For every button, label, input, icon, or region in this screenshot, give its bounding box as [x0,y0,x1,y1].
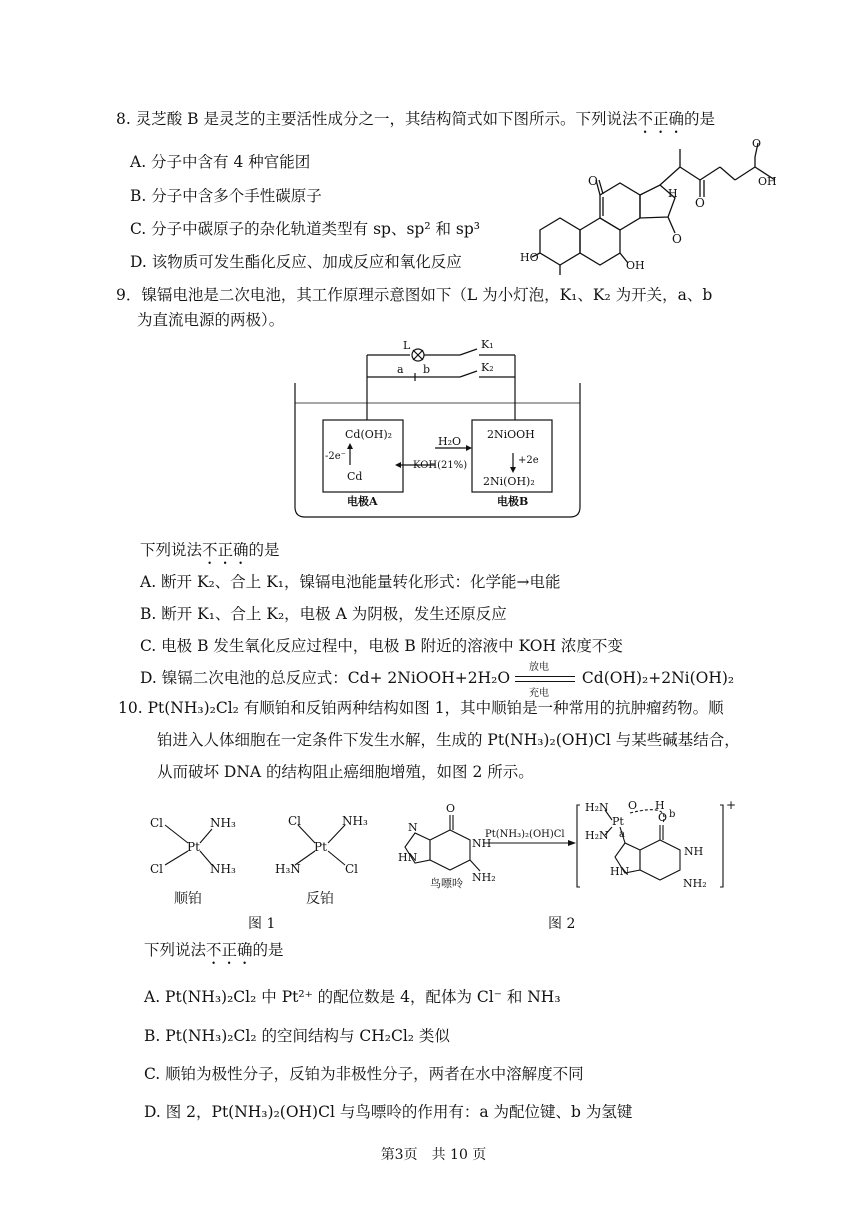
q9-battery-diagram [285,335,590,525]
svg-text:O: O [695,196,705,210]
q8-option-d: D. 该物质可发生酯化反应、加成反应和氧化反应 [130,253,462,271]
q10-trans-pt: Pt [314,840,327,854]
q10-cis-cl-bot: Cl [150,862,164,876]
q9-koh: KOH(21%) [413,460,468,471]
svg-text:O: O [588,174,598,188]
q10-prompt-emphasis: 不正确 [206,941,253,959]
q10-stem-line3: 从而破坏 DNA 的结构阻止癌细胞增殖，如图 2 所示。 [157,763,534,781]
q10-figures [140,795,780,940]
q10-trans-h3n: H₃N [275,862,301,876]
svg-text:O: O [672,232,682,246]
q10-stem-line2: 铂进入人体细胞在一定条件下发生水解，生成的 Pt(NH₃)₂(OH)Cl 与某些碱基结合， [157,731,740,749]
q8-stem: 8. 灵芝酸 B 是灵芝的主要活性成分之一，其结构简式如下图所示。下列说法不正确的是 [116,110,715,128]
q10-trans-cl-top: Cl [288,814,302,828]
q9-left-bot: Cd [347,470,363,483]
q10-reagent: Pt(NH₃)₂(OH)Cl [485,829,565,840]
q8-struct-h: H [668,187,678,200]
q10-guanine-nh: NH [472,837,492,850]
q9-option-d: D. 镍镉二次电池的总反应式：Cd+ 2NiOOH+2H₂O 放电 充电 Cd(OH)₂+2Ni(OH)₂ [140,662,735,699]
q9-label-b: b [423,363,431,376]
q9-left-top: Cd(OH)₂ [345,428,393,441]
q9-right-top: 2NiOOH [487,428,535,441]
q10-guanine-label: 鸟嘌呤 [430,877,463,890]
q10-product-nh2: NH₂ [683,877,707,890]
page-footer: 第3页 共 10 页 [380,1147,487,1163]
q8-option-c: C. 分子中碳原子的杂化轨道类型有 sp、sp² 和 sp³ [130,220,480,238]
q9-stem-line2: 为直流电源的两极）。 [137,311,285,329]
q10-guanine-nh2: NH₂ [472,871,496,884]
q9-electrode-a: 电极A [347,495,378,508]
q9-right-e: +2e [518,455,539,466]
q8-struct-oh: OH [758,175,777,188]
q10-product-o2: O [658,811,668,824]
q10-option-a: A. Pt(NH₃)₂Cl₂ 中 Pt²⁺ 的配位数是 4，配体为 Cl⁻ 和 NH₃ [144,988,561,1006]
q10-cis-name: 顺铂 [174,891,202,907]
q10-label-a: a [619,829,625,840]
q10-product-h: H [655,799,665,812]
q10-stem-line1: 10. Pt(NH₃)₂Cl₂ 有顺铂和反铂两种结构如图 1，其中顺铂是一种常用的抗肿瘤药物。顺 [118,699,724,717]
q10-charge: + [726,798,737,812]
q9-label-L: L [403,339,411,352]
q10-option-b: B. Pt(NH₃)₂Cl₂ 的空间结构与 CH₂Cl₂ 类似 [144,1027,450,1045]
q10-guanine-hn: HN [398,851,418,864]
q8-option-a: A. 分子中含有 4 种官能团 [130,153,311,171]
q10-product-pt: Pt [612,815,624,828]
q9-prompt: 下列说法不正确的是 [140,541,280,559]
q10-option-c: C. 顺铂为极性分子，反铂为非极性分子，两者在水中溶解度不同 [144,1065,584,1083]
q10-product-h2n-top: H₂N [585,801,609,814]
q8-struct-oh2: OH [626,259,645,272]
q10-product-h2n-bot: H₂N [585,829,609,842]
q10-option-d: D. 图 2，Pt(NH₃)₂(OH)Cl 与鸟嘌呤的作用有：a 为配位键、b 为氢键 [144,1103,633,1121]
q10-guanine-o: O [446,802,456,815]
q9-option-c: C. 电极 B 发生氧化反应过程中，电极 B 附近的溶液中 KOH 浓度不变 [140,637,623,655]
svg-text:O: O [752,137,762,150]
q10-product-nh: NH [684,845,704,858]
q8-structure-diagram [520,135,790,275]
q10-fig2-caption: 图 2 [548,916,576,932]
q9-h2o: H₂O [438,435,462,448]
q10-product-o: O [628,799,638,812]
q10-cis-nh3-top: NH₃ [210,816,236,830]
q9-label-a: a [397,363,404,376]
q10-label-b: b [669,809,676,820]
q10-cis-nh3-bot: NH₃ [210,862,236,876]
q9-right-bot: 2Ni(OH)₂ [483,475,535,488]
q9-label-K2: K₂ [481,361,494,374]
q8-struct-ho: HO [520,251,539,264]
q9-option-a: A. 断开 K₂、合上 K₁，镍镉电池能量转化形式：化学能→电能 [140,573,561,591]
q10-trans-nh3: NH₃ [342,814,368,828]
q10-cis-cl-top: Cl [150,816,164,830]
q10-trans-name: 反铂 [306,891,334,907]
q10-fig1-caption: 图 1 [248,916,276,932]
q10-trans-cl-bot: Cl [345,862,359,876]
q8-option-b: B. 分子中含多个手性碳原子 [130,187,322,205]
q8-stem-emphasis: 不正确 [637,110,684,128]
q10-guanine-n: N [408,821,418,834]
q9-left-e: -2e⁻ [325,451,346,462]
q10-product-hn: HN [610,865,630,878]
q9-reversible-arrow: 放电 充电 [515,670,577,688]
q10-prompt: 下列说法不正确的是 [144,941,284,959]
q9-electrode-b: 电极B [497,495,529,508]
q9-option-b: B. 断开 K₁、合上 K₂，电极 A 为阴极，发生还原反应 [140,605,507,623]
q9-prompt-emphasis: 不正确 [202,541,249,559]
q10-cis-pt: Pt [187,840,200,854]
q9-stem-line1: 9．镍镉电池是二次电池，其工作原理示意图如下（L 为小灯泡，K₁、K₂ 为开关，a、b [116,286,713,304]
q9-label-K1: K₁ [481,338,494,351]
